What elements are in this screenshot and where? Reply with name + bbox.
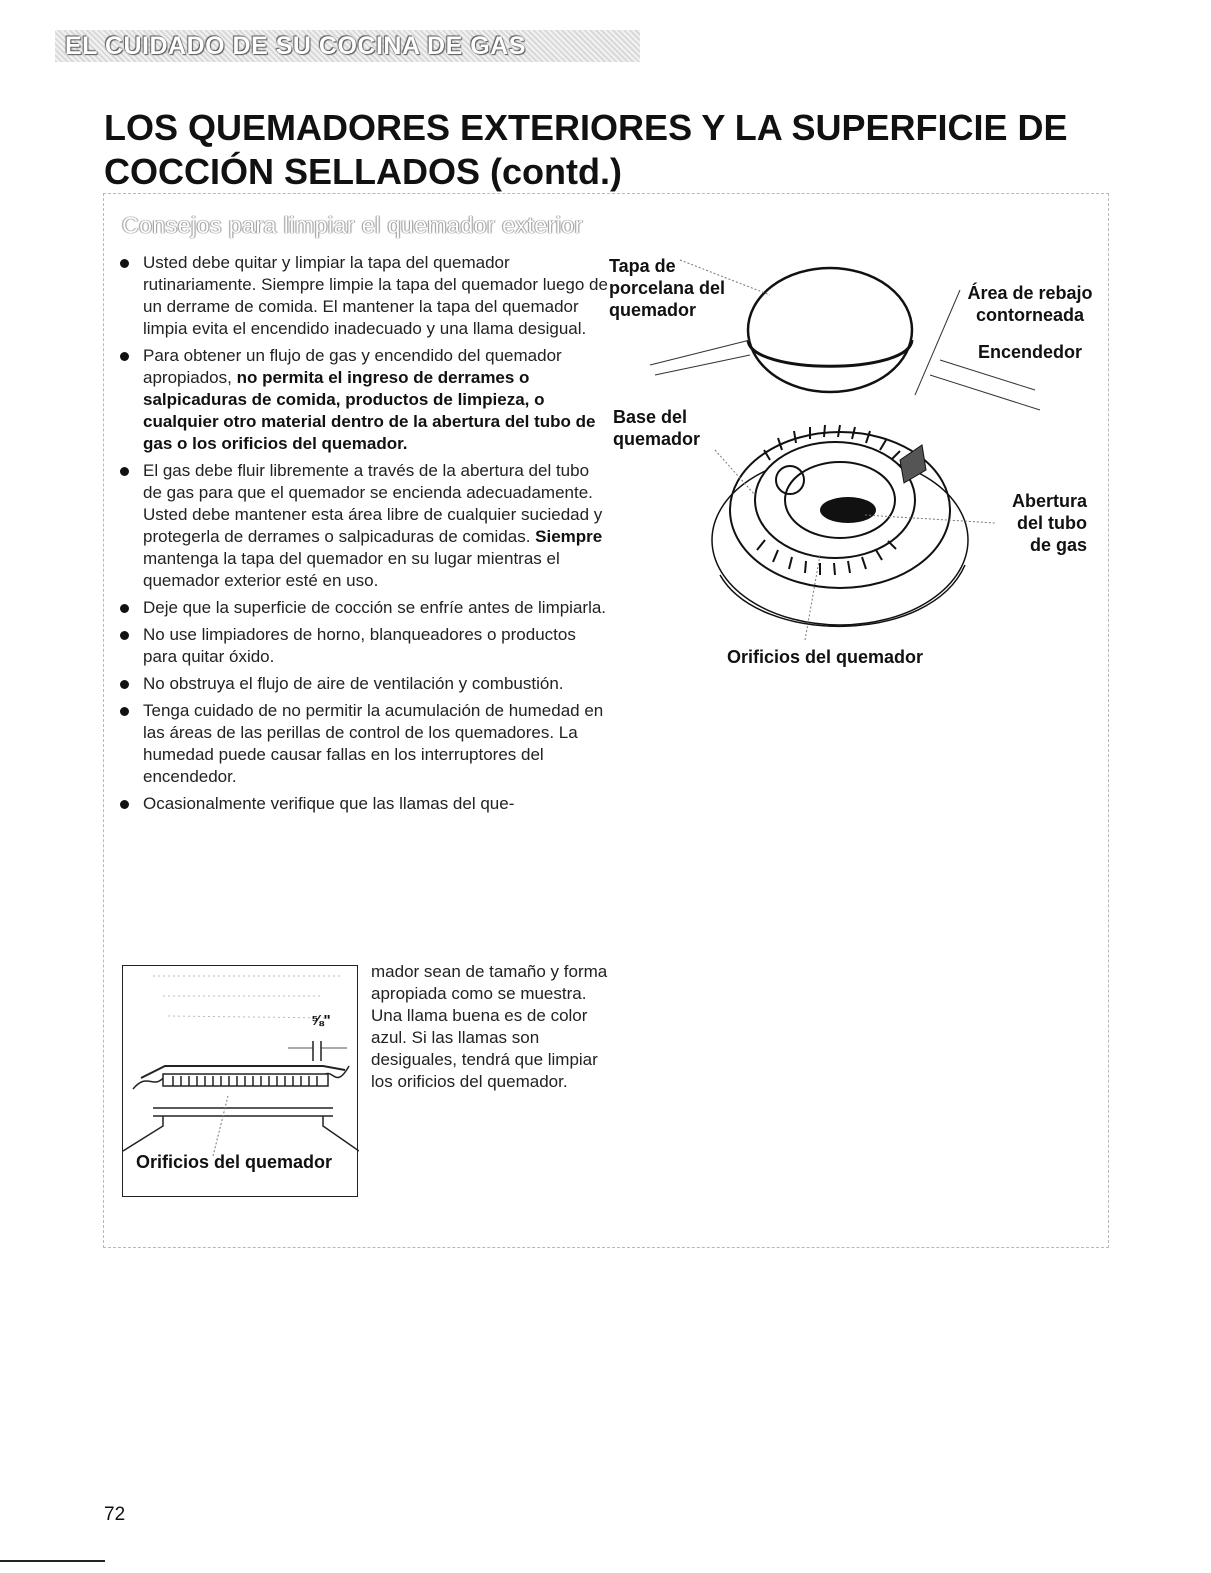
label-area: Área de rebajo contorneada — [967, 283, 1093, 325]
section-heading: Consejos para limpiar el quemador exterior — [122, 212, 583, 238]
bullet-icon — [120, 604, 129, 613]
tip-item — [118, 345, 608, 455]
tip-text: Para obtener un flujo de gas y encendido del quemador apropiados, — [143, 346, 562, 387]
bullet-icon — [120, 467, 129, 476]
bullet-icon — [120, 707, 129, 716]
tip-item — [118, 673, 608, 695]
tip-text: Usted debe quitar y limpiar la tapa del quemador rutinariamente. Siempre limpie la tapa del quemador luego de un derrame de comida. El mantener la tapa del quemador limpia evita el encendido inadecuado y una llama desigual. — [143, 253, 608, 338]
label-orificios: Orificios del quemador — [727, 647, 924, 667]
tip-bold-text: Siempre — [535, 527, 603, 546]
flame-figure-caption: Orificios del quemador — [136, 1152, 333, 1172]
tip-text: No obstruya el flujo de aire de ventilación y combustión. — [143, 674, 564, 693]
page-title: LOS QUEMADORES EXTERIORES Y LA SUPERFICIE DE COCCIÓN SELLADOS (contd.) — [104, 107, 1068, 192]
tip-text: Tenga cuidado de no permitir la acumulación de humedad en las áreas de las perillas de control de los quemadores. La humedad puede causar fallas en los interruptores del encendedor. — [143, 701, 604, 786]
tip-bold-text: no permita el ingreso de derrames o salpicaduras de comida, productos de limpieza, o cualquier otro material dentro de la abertura del tubo de gas o los orificios del quemador. — [143, 368, 596, 453]
tip-text: El gas debe fluir libremente a través de la abertura del tubo de gas para que el quemador se encienda adecuadamente. Usted debe mantener esta área libre de cualquier suciedad y protegerla de derrames o salpicaduras de comidas. — [143, 461, 603, 546]
tip-item — [118, 597, 608, 619]
tip-text: mantenga la tapa del quemador en su lugar mientras el quemador exterior esté en uso. — [143, 549, 560, 590]
tip-item — [118, 624, 608, 668]
label-tapa: Tapa de porcelana del quemador — [609, 256, 726, 320]
bullet-icon — [120, 800, 129, 809]
tip-text: Deje que la superficie de cocción se enfríe antes de limpiarla. — [143, 598, 607, 617]
tip-continuation-text: mador sean de tamaño y forma apropiada como se muestra. Una llama buena es de color azul. Si las llamas son desiguales, tendrá que limpiar los orificios del quemador. — [371, 962, 608, 1091]
tip-item — [118, 793, 608, 815]
tip-item — [118, 700, 608, 788]
page-number: 72 — [104, 1504, 126, 1525]
banner-text: EL CUIDADO DE SU COCINA DE GAS — [65, 32, 526, 60]
label-base: Base del quemador — [613, 407, 701, 449]
tip-text: Ocasionalmente verifique que las llamas del que- — [143, 794, 515, 813]
tip-item — [118, 252, 608, 340]
tips-list — [118, 252, 608, 820]
bullet-icon — [120, 631, 129, 640]
tip-item — [118, 460, 608, 592]
tip-text: No use limpiadores de horno, blanqueadores o productos para quitar óxido. — [143, 625, 576, 666]
label-abertura: Abertura del tubo de gas — [1011, 491, 1087, 555]
height-fraction: ⅝" — [311, 1012, 331, 1029]
bullet-icon — [120, 259, 129, 268]
bullet-icon — [120, 680, 129, 689]
bullet-icon — [120, 352, 129, 361]
footer-rule — [0, 1560, 105, 1562]
label-encendedor: Encendedor — [978, 342, 1083, 362]
section-banner — [55, 30, 640, 62]
